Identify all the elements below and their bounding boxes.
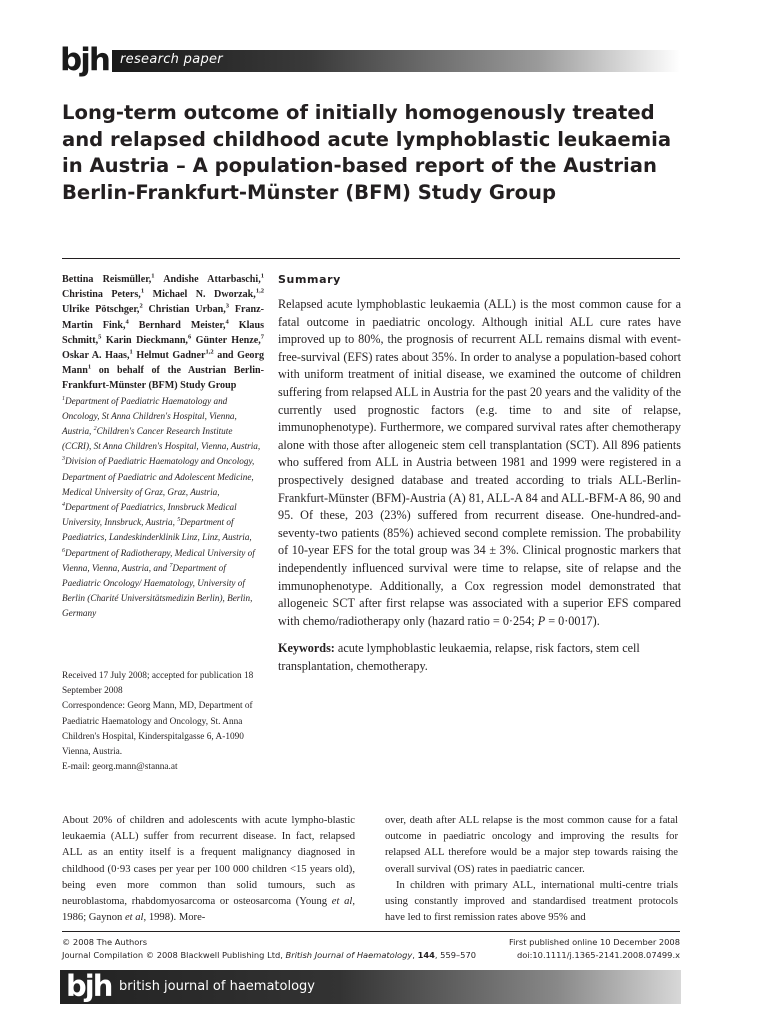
publication-date: First published online 10 December 2008 [508,937,680,947]
author-affiliation-mark: 6 [187,333,192,341]
author-name: Franz-Martin Fink, [62,304,264,331]
author-affiliation-mark: 2 [139,303,143,311]
keywords-list: acute lymphoblastic leukaemia, relapse, risk factors, stem cell transplantation, chemotherapy. [278,641,640,673]
author-affiliation-mark: 1 [260,272,265,280]
volume-number: 144 [417,950,435,960]
affiliation-mark: 4 [62,501,65,508]
author-block [62,272,264,622]
compilation-sep: , [412,950,418,960]
section-label: research paper [120,52,223,67]
body-column-1 [62,813,355,926]
copyright: © 2008 The Authors [62,937,148,947]
journal-footer-banner [60,970,681,1004]
author-name: Günter Henze, [195,334,261,346]
author-affiliation-mark: 4 [225,318,229,326]
author-affiliation-mark: 7 [260,333,265,341]
bjh-logo: bjh [60,42,109,78]
affiliation-mark: 2 [93,425,97,432]
citation-etal: et al [124,912,144,924]
body-text: , 1986; Gaynon [62,896,355,924]
title-divider [62,258,680,259]
author-affiliation-mark: 1 [129,348,133,356]
affiliation-mark: 7 [169,562,173,569]
author-affiliation-mark: 5 [98,333,102,341]
affiliation-text: Department of Radiotherapy, Medical University of Vienna, Vienna, Austria, and [62,547,255,573]
affiliation-mark: 6 [62,547,65,554]
author-affiliation-mark: 1 [151,272,155,280]
affiliation-text: Children's Cancer Research Institute (CCRI), St Anna Children's Hospital, Vienna, Austria, [62,426,261,452]
body-column-2 [385,813,678,926]
keywords-label: Keywords: [278,641,335,655]
doi: doi:10.1111/j.1365-2141.2008.07499.x [516,950,680,960]
affiliation-mark: 5 [177,517,181,524]
journal-title-italic: British Journal of Haematology [285,950,413,960]
keywords [278,640,681,675]
author-name: and Georg Mann [62,350,264,377]
article-title: Long-term outcome of initially homogenously treated and relapsed childhood acute lymphoblastic leukaemia in Austria – A population-based report of the Austrian Berlin-Frankfurt-Münster (BFM) Study Group [62,101,672,204]
summary-part-a: Relapsed acute lymphoblastic leukaemia (ALL) is the most common cause for a fatal outcome in paediatric oncology. Although initial ALL cure rates have improved up to 80%, the prognosis of recurrent ALL remains dismal with event-free-survival (EFS) rates about 35%. In order to analyse a population-based cohort with uniform treatment of initial disease, we examined the outcome of children suffering from relapsed ALL in Austria for the past 20 years and the validity of the currently used prognostic factors (e.g. time to and site of relapse, immunophenotype). Furthermore, we compared survival rates after chemotherapy alone with those after allogeneic stem cell transplantation (SCT). All 896 patients who suffered from ALL in Austria between 1981 and 1999 were registered in a prospectively designed database and treated according to trials ALL-Berlin-Frankfurt-Münster (BFM)-Austria (A) 81, ALL-A 84 and ALL-BFM-A 86, 90 and 95. Of these, 203 (23%) suffered from recurrent disease. One-hundred-and-seventy-two patients (85%) achieved second complete remission. The probability of 10-year EFS for the total group was 34 ± 3%. Clinical prognostic markers that independently influenced survival were time to relapse, site of relapse and the immunophenotype. Additionally, a Cox regression model demonstrated that allogeneic SCT after first relapse was associated with a superior EFS compared with chemo/radiotherapy only (hazard ratio = 0·254; [278,297,681,628]
author-name: Karin Dieckmann, [105,334,188,346]
summary-heading: Summary [278,273,341,286]
author-name: Helmut Gadner [136,350,206,362]
author-name: Bernhard Meister, [138,319,226,331]
bjh-footer-logo: bjh [66,969,112,1003]
author-group: on behalf of the Austrian Berlin-Frankfurt-Münster (BFM) Study Group [62,365,264,392]
section-banner [112,50,680,72]
affiliation-text: Division of Paediatric Haematology and Oncology, Department of Paediatric and Adolescent Medicine, Medical University of Graz, Graz, Austria, [62,456,255,497]
affiliation-mark: 1 [62,395,65,402]
author-name: Bettina Reismüller, [62,274,152,285]
author-name: Christina Peters, [62,289,141,301]
body-paragraph: over, death after ALL relapse is the most common cause for a fatal outcome in paediatric oncology and improving the results for relapsed ALL therefore would be a major step towards raising the overall survival (OS) rates in paediatric cancer. [385,815,678,875]
author-name: Oskar A. Haas, [62,350,130,362]
author-affiliation-mark: 1 [140,287,145,295]
body-paragraph: In children with primary ALL, international multi-centre trials using constantly improved and standardised treatment protocols have led to first remission rates above 95% and [385,879,678,924]
author-list [62,272,264,394]
body-text: , 1998). More- [143,912,206,924]
author-name: Christian Urban, [148,304,226,316]
author-affiliation-mark: 1 [87,363,92,371]
author-name: Andishe Attarbaschi, [163,274,261,285]
journal-name: british journal of haematology [119,979,315,994]
author-name: Klaus Schmitt, [62,319,265,346]
journal-header [60,44,680,78]
author-affiliation-mark: 1,2 [205,348,214,356]
correspondence: Correspondence: Georg Mann, MD, Department of Paediatric Haematology and Oncology, St. Anna Children's Hospital, Kinderspitalgasse 6, A-1090 Vienna, Austria. [62,701,253,758]
affiliation-mark: 3 [62,456,65,463]
affiliation-text: Department of Paediatric Oncology/ Haematology, University of Berlin (Charité Universitätsmedizin Berlin), Berlin, Germany [62,562,253,619]
author-affiliation-mark: 1,2 [255,287,264,295]
email: E-mail: georg.mann@stanna.at [62,762,178,773]
received-date: Received 17 July 2008; accepted for publication 18 September 2008 [62,671,254,697]
compilation-text: Journal Compilation © 2008 Blackwell Publishing Ltd, [62,950,286,960]
affiliation-list [62,394,264,622]
author-name: Michael N. Dworzak, [152,289,256,301]
affiliation-text: Department of Paediatrics, Landeskinderklinik Linz, Linz, Austria, [62,517,252,543]
body-text: About 20% of children and adolescents with acute lympho-blastic leukaemia (ALL) suffer from recurrent disease. In fact, relapsed ALL as an entity itself is a frequent malignancy diagnosed in childhood (0·93 cases per year per 100 000 children <15 years old), being even more common than solid tumours, such as neuroblastoma, rhabdomyosarcoma or osteosarcoma (Young [62,815,355,908]
summary-text [278,296,681,630]
affiliation-text: Department of Paediatric Haematology and Oncology, St Anna Children's Hospital, Vienna, Austria, [62,395,237,437]
article-history [62,669,272,775]
summary-part-b: = 0·0017). [545,613,600,628]
affiliation-text: Department of Paediatrics, Innsbruck Medical University, Innsbruck, Austria, [62,502,237,528]
footer-divider [62,931,680,932]
page-range: , 559–570 [434,950,477,960]
citation-etal: et al [331,896,353,908]
author-affiliation-mark: 4 [125,318,129,326]
author-affiliation-mark: 3 [225,303,230,311]
author-name: Ulrike Pötschger, [62,304,140,316]
summary-p-label: P [537,613,546,628]
